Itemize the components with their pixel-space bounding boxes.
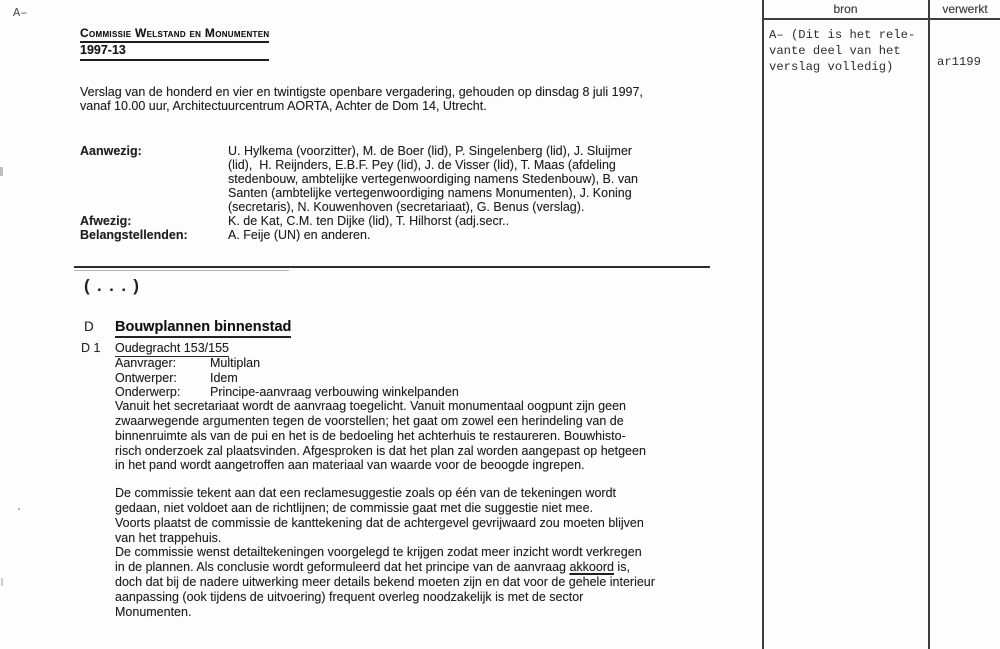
attendance-value <box>228 144 638 214</box>
register-column-left-rule <box>762 0 764 649</box>
text-line: risch onderzoek zal plaatsvinden. Afgesproken is dat het plan zal worden aangepast op hetgeen <box>115 443 646 458</box>
attendance-block <box>80 144 638 242</box>
attendance-label: Aanwezig: <box>80 144 142 158</box>
text-line: (lid), H. Reijnders, E.B.F. Pey (lid), J. de Visser (lid), T. Maas (afdeling <box>228 158 616 172</box>
body-paragraph-2 <box>115 486 644 560</box>
text-line: zwaarwegende argumenten tegen de voorstellen; het gaat om zowel een herindeling van de <box>115 413 624 428</box>
detail-value: Principe-aanvraag verbouwing winkelpanden <box>210 385 459 399</box>
column-header-bron: bron <box>833 2 858 16</box>
detail-label: Ontwerper: <box>115 370 177 385</box>
body-paragraph-3 <box>115 575 655 620</box>
conclusion-text-before: in de plannen. Als conclusie wordt geformuleerd dat het principe van de aanvraag <box>115 560 570 574</box>
column-header-verwerkt: verwerkt <box>942 2 988 16</box>
scan-artifact <box>1 578 3 586</box>
text-line: binnenruimte als van de pui en het is de bedoeling het achterhuis te restaureren. Bouwhisto- <box>115 428 626 443</box>
text-line: gedaan, niet voldoet aan de richtlijnen; de commissie gaat met die suggestie niet mee. <box>115 500 594 515</box>
detail-row-ontwerper <box>115 371 459 386</box>
item-heading <box>81 341 229 355</box>
text-line: De commissie tekent aan dat een reclamesuggestie zoals op één van de tekeningen wordt <box>115 486 616 500</box>
text-line: Verslag van de honderd en vier en twintigste openbare vergadering, gehouden op dinsdag 8 juli 1997, <box>80 85 643 99</box>
conclusion-text-after: is, <box>613 560 630 574</box>
text-line: stedenbouw, ambtelijke vertegenwoordiging namens Stedenbouw), B. van <box>228 172 638 186</box>
text-line: (secretaris), N. Kouwenhoven (secretariaat), G. Benus (verslag). <box>228 200 585 214</box>
attendance-label: Afwezig: <box>80 214 132 228</box>
attendance-value <box>228 228 370 242</box>
section-divider-shadow <box>74 270 289 271</box>
detail-label: Onderwerp: <box>115 385 181 399</box>
attendance-value <box>228 214 509 228</box>
item-title: Oudegracht 153/155 <box>115 341 229 355</box>
text-line: K. de Kat, C.M. ten Dijke (lid), T. Hilhorst (adj.secr.. <box>228 214 510 228</box>
text-line: vante deel van het <box>769 44 901 58</box>
detail-row-aanvrager <box>115 356 459 371</box>
omission-ellipsis: (...) <box>82 278 144 297</box>
item-number: D 1 <box>81 341 101 355</box>
text-line: doch dat bij de nadere uitwerking meer details bekend moeten zijn en dat voor de gehele interieur <box>115 575 655 589</box>
attendance-row-aanwezig <box>80 144 638 214</box>
document-number: 1997-13 <box>80 43 269 61</box>
text-line: U. Hylkema (voorzitter), M. de Boer (lid), P. Singelenberg (lid), J. Sluijmer <box>228 144 633 158</box>
text-line: van het trappehuis. <box>115 530 222 545</box>
attendance-row-belangstellenden <box>80 228 638 242</box>
letterhead <box>80 27 269 61</box>
text-line: vanaf 10.00 uur, Architectuurcentrum AORTA, Achter de Dom 14, Utrecht. <box>80 99 487 114</box>
detail-value: Multiplan <box>210 356 261 370</box>
document-title: Commissie Welstand en Monumenten <box>80 27 269 43</box>
section-letter: D <box>84 319 94 334</box>
conclusion-emphasis: akkoord <box>569 560 614 574</box>
text-line: Santen (ambtelijke vertegenwoordiging namens Monumenten), J. Koning <box>228 186 632 200</box>
section-heading <box>84 319 291 335</box>
attendance-row-afwezig <box>80 214 638 228</box>
scan-artifact <box>0 167 3 176</box>
text-line: De commissie wenst detailtekeningen voorgelegd te krijgen zodat meer inzicht wordt verkregen <box>115 545 642 560</box>
attendance-label: Belangstellenden: <box>80 228 188 242</box>
item-details <box>115 356 459 400</box>
detail-label: Aanvrager: <box>115 356 177 370</box>
register-column-right-rule <box>928 0 930 649</box>
intro-paragraph <box>80 85 643 114</box>
register-header-rule <box>762 18 1000 20</box>
verwerkt-code: ar1199 <box>937 55 981 69</box>
detail-row-onderwerp <box>115 385 459 400</box>
detail-value: Idem <box>210 370 238 385</box>
body-paragraph-1 <box>115 399 646 473</box>
section-title: Bouwplannen binnenstad <box>115 319 291 338</box>
conclusion-line <box>115 560 630 575</box>
section-divider-rule <box>74 266 710 268</box>
text-line: verslag volledig) <box>769 60 894 74</box>
text-line: Monumenten. <box>115 604 192 619</box>
margin-mark: A– <box>13 6 28 20</box>
text-line: Voorts plaatst de commissie de kanttekening dat de achtergevel gevrijwaard zou moeten blijven <box>115 515 644 530</box>
scan-artifact <box>18 508 20 510</box>
text-line: aanpassing (ook tijdens de uitvoering) frequent overleg noodzakelijk is met de sector <box>115 589 584 604</box>
text-line: in het pand wordt aangetroffen aan materiaal van waarde voor de beoogde ingrepen. <box>115 458 585 473</box>
text-line: A. Feije (UN) en anderen. <box>228 228 371 242</box>
text-line: Vanuit het secretariaat wordt de aanvraag toegelicht. Vanuit monumentaal oogpunt zijn geen <box>115 399 626 413</box>
text-line: A– (Dit is het rele- <box>769 28 916 42</box>
bron-annotation <box>769 27 915 75</box>
